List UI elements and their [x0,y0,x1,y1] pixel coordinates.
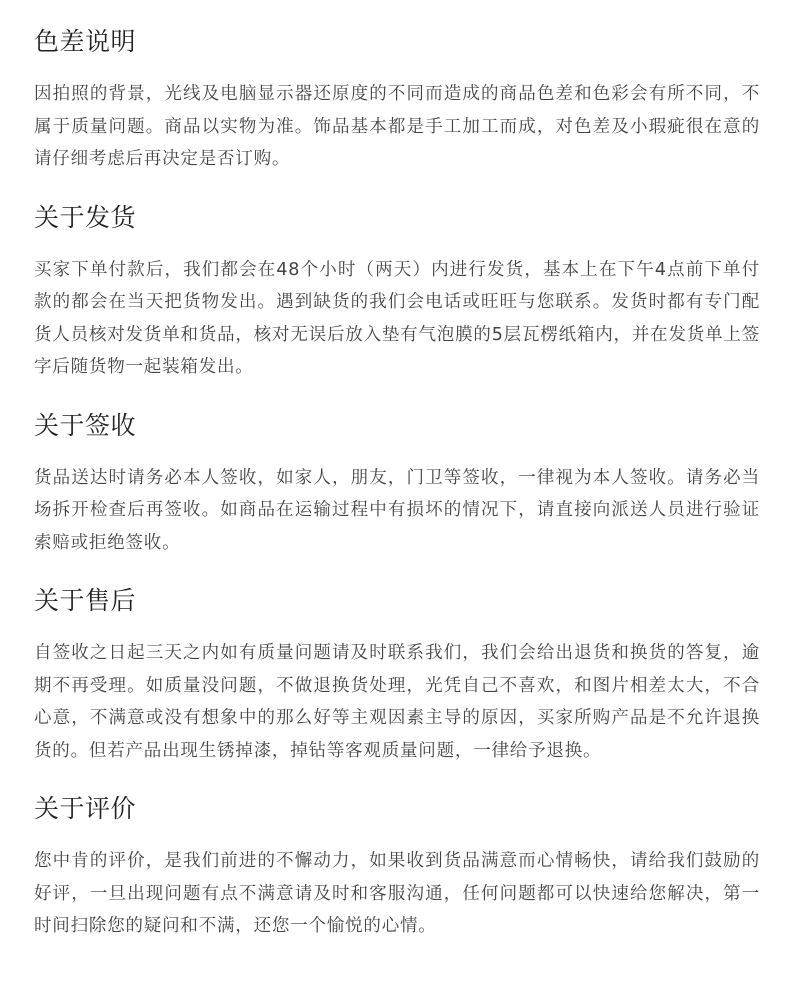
section-after-sales [34,577,760,767]
section-receipt [34,402,760,560]
section-title: 关于签收 [34,410,137,440]
section-title: 关于售后 [34,586,137,615]
section-shipping [34,194,760,384]
section-body: 因拍照的背景，光线及电脑显示器还原度的不同而造成的商品色差和色彩会有所不同，不属于质量问题。商品以实物为准。饰品基本都是手工加工而成，对色差及小瑕疵很在意的请仔细考虑后再决定是否订购。 [34,84,760,169]
policy-document [34,18,760,943]
section-body: 您中肯的评价，是我们前进的不懈动力，如果收到货品满意而心情畅快，请给我们鼓励的好评，一旦出现问题有点不满意请及时和客服沟通，任何问题都可以快速给您解决，第一时间扫除您的疑问和不满，还您一个愉悦的心情。 [34,851,760,936]
section-title: 色差说明 [34,27,137,56]
section-body: 自签收之日起三天之内如有质量问题请及时联系我们，我们会给出退货和换货的答复，逾期不再受理。如质量没问题，不做退换货处理，光凭自己不喜欢，和图片相差太大，不合心意，不满意或没有想象中的那么好等主观因素主导的原因，买家所购产品是不允许退换货的。但若产品出现生锈掉漆，掉钻等客观质量问题，一律给予退换。 [34,643,760,761]
section-color-difference [34,18,760,176]
section-reviews [34,785,760,943]
section-body: 货品送达时请务必本人签收，如家人，朋友，门卫等签收，一律视为本人签收。请务必当场拆开检查后再签收。如商品在运输过程中有损坏的情况下，请直接向派送人员进行验证索赔或拒绝签收。 [34,467,760,553]
section-title: 关于发货 [34,202,137,232]
section-title: 关于评价 [34,794,137,823]
section-body: 买家下单付款后，我们都会在48个小时（两天）内进行发货，基本上在下午4点前下单付款的都会在当天把货物发出。遇到缺货的我们会电话或旺旺与您联系。发货时都有专门配货人员核对发货单和货品，核对无误后放入垫有气泡膜的5层瓦楞纸箱内，并在发货单上签字后随货物一起装箱发出。 [34,259,760,377]
